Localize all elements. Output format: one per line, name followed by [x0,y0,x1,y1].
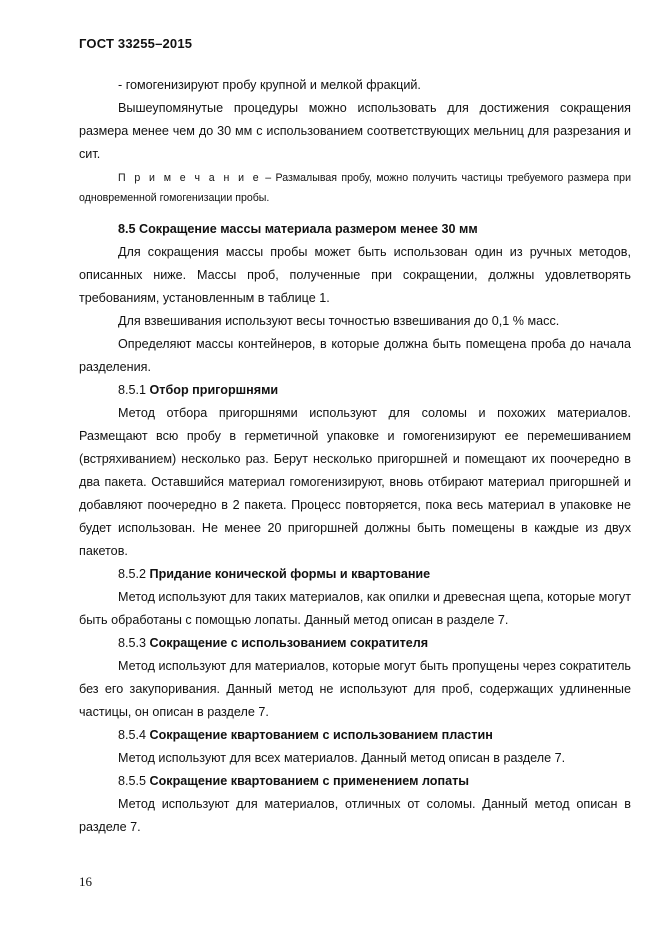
note-text: – Размалывая пробу, можно получить частицы требуемого размера при одновременной гомогенизации пробы. [79,172,631,204]
section-8-5-paragraph-2: Для взвешивания используют весы точностью взвешивания до 0,1 % масс. [118,314,560,328]
standard-code: ГОСТ 33255–2015 [79,36,193,51]
section-8-5-4-paragraph: Метод используют для всех материалов. Данный метод описан в разделе 7. [118,751,566,765]
section-8-5-title: Сокращение массы материала размером менее 30 мм [135,222,478,236]
note-label: П р и м е ч а н и е [118,172,261,184]
section-8-5-2-heading [79,563,631,586]
section-8-5-5-paragraph: Метод используют для материалов, отличных от соломы. Данный метод описан в разделе 7. [79,797,631,834]
section-8-5-1-number: 8.5.1 [118,383,147,397]
paragraph-procedures: Вышеупомянутые процедуры можно использовать для достижения сокращения размера менее чем до 30 мм с использованием соответствующих мельниц для разрезания и сит. [79,101,631,161]
section-8-5-5-title: Сокращение квартованием с применением лопаты [146,774,470,788]
section-8-5-2-title: Придание конической формы и квартование [146,567,431,581]
section-8-5-1-paragraph: Метод отбора пригоршнями используют для соломы и похожих материалов. Размещают всю пробу в герметичной упаковке и гомогенизируют ее перемешиванием (встряхиванием) несколько раз. Берут несколько пригоршней и помещают их поочередно в два пакета. Оставшийся материал гомогенизируют, вновь отбирают материал пригоршней и добавляют поочередно в 2 пакета. Процесс повторяется, пока весь материал в упаковке не будет использован. Не менее 20 пригоршней должны быть помещены в каждые из двух пакетов. [79,406,631,558]
section-8-5-4-title: Сокращение квартованием с использованием пластин [146,728,493,742]
section-8-5-4-heading [79,724,631,747]
section-8-5-heading [79,218,631,241]
note [79,168,631,208]
section-8-5-1-heading [79,379,631,402]
section-8-5-2-number: 8.5.2 [118,567,147,581]
section-8-5-paragraph-1: Для сокращения массы пробы может быть использован один из ручных методов, описанных ниже. Массы проб, полученные при сокращении, должны удовлетворять требованиям, установленным в таблице 1. [79,245,631,305]
page-number: 16 [79,874,92,889]
section-8-5-5-heading [79,770,631,793]
section-8-5-2-paragraph: Метод используют для таких материалов, как опилки и древесная щепа, которые могут быть обработаны с помощью лопаты. Данный метод описан в разделе 7. [79,590,631,627]
paragraph-fractions: - гомогенизируют пробу крупной и мелкой фракций. [118,78,421,92]
section-8-5-3-title: Сокращение с использованием сократителя [146,636,429,650]
section-8-5-5-number: 8.5.5 [118,774,147,788]
section-8-5-1-title: Отбор пригоршнями [146,383,279,397]
section-8-5-3-heading [79,632,631,655]
section-8-5-paragraph-3: Определяют массы контейнеров, в которые должна быть помещена проба до начала разделения. [79,337,631,374]
section-8-5-3-number: 8.5.3 [118,636,147,650]
page-content [79,74,631,839]
section-8-5-3-paragraph: Метод используют для материалов, которые могут быть пропущены через сократитель без его закупоривания. Данный метод не используют для проб, содержащих удлиненные частицы, он описан в разделе 7. [79,659,631,719]
section-8-5-number: 8.5 [118,222,136,236]
section-8-5-4-number: 8.5.4 [118,728,147,742]
